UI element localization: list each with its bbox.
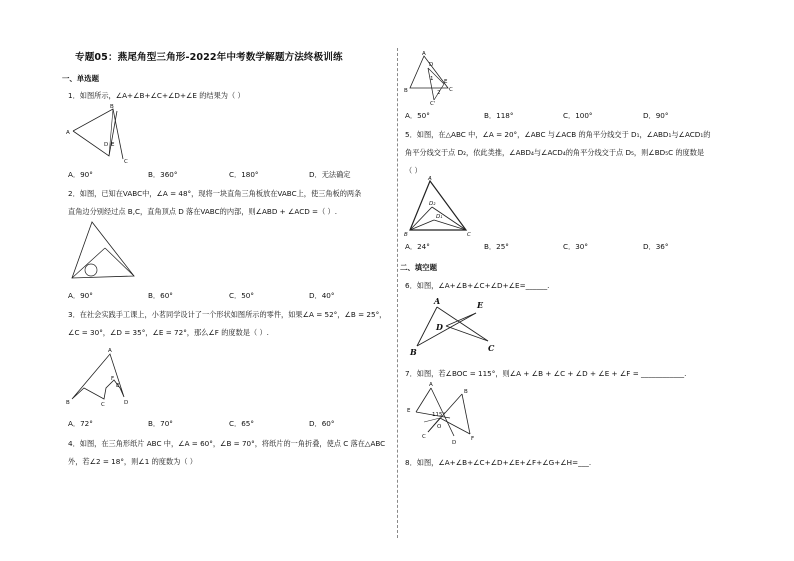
q1-stem: 1．如图所示，∠A+∠B+∠C+∠D+∠E 的结果为（ ） [68,91,245,100]
q5-option-b: B．25° [484,242,509,251]
q3-option-d: D．60° [309,419,335,428]
q7-label-e: E [407,408,411,414]
q2-option-a: A．90° [68,291,93,300]
q3-option-b: B．70° [148,419,173,428]
q5-line2: 角平分线交于点 D₂，依此类推，∠ABD₄与∠ACD₄的角平分线交于点 D₅，则∠BD₅C 的度数是 [405,148,705,157]
q7-label-a: A [429,382,433,388]
q6-label-d: D [436,322,443,332]
column-divider [397,48,398,538]
q7-label-angle: 115° [432,412,446,418]
q5-option-a: A．24° [405,242,430,251]
q3-figure [64,342,144,410]
q2-option-b: B．60° [148,291,173,300]
q5-line3: （ ） [405,166,422,175]
q5-label-d2: D₂ [429,201,436,207]
q4-label-c: C [449,87,453,93]
q4-figure [404,50,474,106]
q5-label-d1: D₁ [436,214,443,220]
q7-label-f: F [471,436,475,442]
q6-figure [404,294,504,358]
q6-label-e: E [477,300,484,310]
q7-label-d: D [452,440,457,446]
q4-option-d: D．90° [643,111,669,120]
q4-label-angle2: 2 [437,90,441,96]
q4-line1: 4．如图，在三角形纸片 ABC 中，∠A = 60°，∠B = 70°，将纸片的一角折叠，使点 C 落在△ABC [68,439,386,448]
q1-label-d: D [104,142,109,148]
q4-label-cprime: C' [430,101,436,106]
q7-label-o: O [437,424,442,430]
q8-stem: 8．如图，∠A+∠B+∠C+∠D+∠E+∠F+∠G+∠H=___. [405,458,592,467]
q4-label-angle1: 1 [430,76,434,82]
q5-label-a: A [428,176,432,182]
q5-option-d: D．36° [643,242,669,251]
q4-option-c: C．100° [563,111,593,120]
q4-label-b: B [404,88,408,94]
q3-line1: 3．在社会实践手工课上，小茗同学设计了一个形状如图所示的零件，如果∠A = 52°，∠B = 25°， [68,310,387,319]
q6-stem: 6．如图，∠A+∠B+∠C+∠D+∠E=______. [405,281,550,290]
q5-line1: 5．如图，在△ABC 中，∠A = 20°，∠ABC 与∠ACB 的角平分线交于 D₁，∠ABD₁与∠ACD₁的 [405,130,711,139]
q5-option-c: C．30° [563,242,588,251]
q1-option-a: A．90° [68,170,93,179]
section-heading-choice: 一、单选题 [62,74,99,83]
q5-label-c: C [467,232,471,238]
q6-label-b: B [410,347,417,357]
q1-option-b: B．360° [148,170,178,179]
q7-stem: 7．如图，若∠BOC = 115°，则∠A + ∠B + ∠C + ∠D + ∠E + ∠F = ____________. [405,369,687,378]
q3-label-a: A [108,348,112,354]
q1-label-b: B [110,104,114,110]
q4-label-a: A [422,51,426,57]
page-title: 专题05：燕尾角型三角形-2022年中考数学解题方法终极训练 [75,52,343,63]
q2-option-c: C．50° [229,291,254,300]
q1-option-d: D．无法确定 [309,170,351,179]
q3-option-a: A．72° [68,419,93,428]
section-heading-fill: 二、填空题 [400,263,437,272]
q6-label-a: A [434,296,441,306]
q1-label-e: E [111,142,115,148]
q5-label-b: B [404,232,408,238]
q7-label-c: C [422,434,426,440]
q1-label-c: C [124,159,128,164]
q7-label-b: B [464,389,468,395]
q3-line2: ∠C = 30°，∠D = 35°，∠E = 72°，那么∠F 的度数是（ ）. [68,328,269,337]
q1-figure [64,104,144,164]
q1-option-c: C．180° [229,170,259,179]
q4-option-a: A．50° [405,111,430,120]
q4-label-d: D [429,62,434,68]
q2-line2: 直角边分别经过点 B,C，直角顶点 D 落在VABC的内部，则∠ABD + ∠ACD =（ ）. [68,207,338,216]
q3-option-c: C．65° [229,419,254,428]
q7-figure [404,380,480,448]
q4-line2: 外，若∠2 = 18°，则∠1 的度数为（ ） [68,457,197,466]
q2-line1: 2．如图，已知在VABC中，∠A = 48°，现将一块直角三角板放在VABC上，使三角板的两条 [68,189,362,198]
q5-figure [404,176,478,238]
q4-label-e: E [444,79,448,85]
q1-label-a: A [66,130,70,136]
q3-label-f: F [111,376,115,382]
q3-label-e: E [116,383,120,389]
q3-label-b: B [66,400,70,406]
q4-option-b: B．118° [484,111,514,120]
q3-label-d: D [124,400,129,406]
q2-figure [64,218,144,284]
q6-label-c: C [488,343,495,353]
q2-option-d: D．40° [309,291,335,300]
q3-label-c: C [101,402,105,408]
